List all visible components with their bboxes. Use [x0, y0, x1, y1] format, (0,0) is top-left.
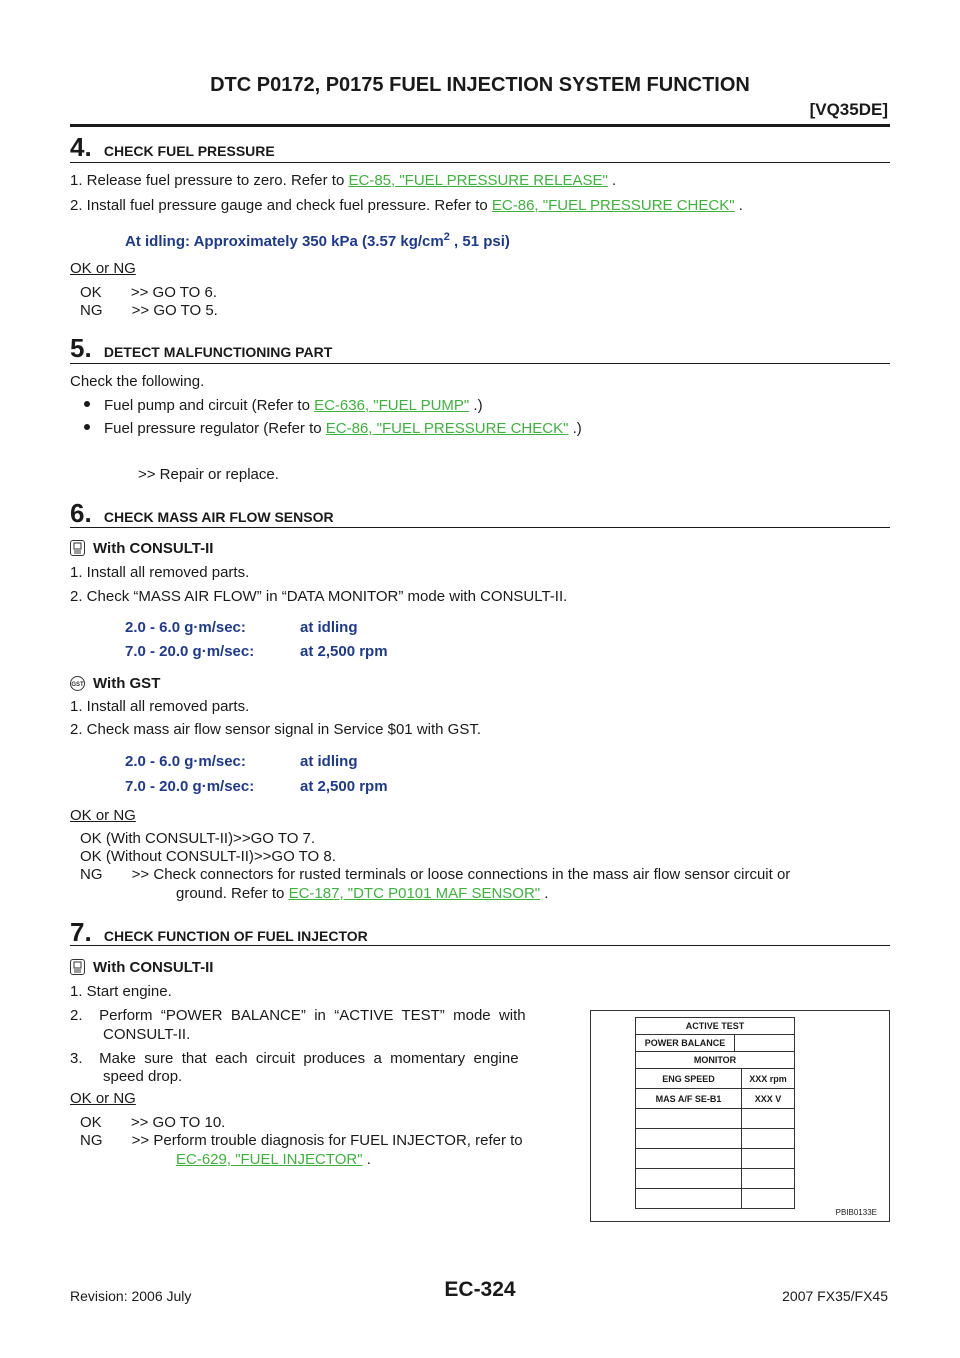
active-test-figure: [590, 1010, 890, 1222]
line-end: .: [734, 197, 743, 214]
bullet-fuel-pressure-regulator: [84, 420, 582, 437]
step-4-line-2: [70, 197, 743, 214]
figure-code: PBIB0133E: [835, 1208, 877, 1217]
consult-spec-2500-cond: at 2,500 rpm: [300, 643, 388, 660]
link-fuel-pressure-check-2[interactable]: EC-86, "FUEL PRESSURE CHECK": [325, 420, 569, 437]
fig-empty-row: [635, 1108, 742, 1129]
bullet-end: .): [469, 397, 483, 414]
link-fuel-injector[interactable]: EC-629, "FUEL INJECTOR": [176, 1151, 363, 1168]
step-rule: [70, 162, 890, 163]
gst-heading-text: With GST: [93, 675, 161, 692]
fig-active-test: ACTIVE TEST: [635, 1017, 795, 1035]
gst-spec-idle-cond: at idling: [300, 753, 358, 770]
revision-date: Revision: 2006 July: [70, 1288, 192, 1304]
consult-step-2: 2. Check “MASS AIR FLOW” in “DATA MONITOR” mode with CONSULT-II.: [70, 588, 568, 605]
gst-icon: [70, 676, 85, 691]
link-fuel-pressure-check[interactable]: EC-86, "FUEL PRESSURE CHECK": [491, 197, 735, 214]
consult-heading: [70, 540, 213, 557]
header-rule: [70, 124, 890, 127]
gst-spec-2500-cond: at 2,500 rpm: [300, 778, 388, 795]
page-title: DTC P0172, P0175 FUEL INJECTION SYSTEM FUNCTION: [210, 74, 750, 96]
step-number: 4.: [70, 132, 92, 162]
ok-with-consult: OK (With CONSULT-II)>>GO TO 7.: [80, 830, 316, 847]
step-6-heading: [70, 498, 334, 529]
link-dtc-p0101[interactable]: EC-187, "DTC P0101 MAF SENSOR": [288, 885, 541, 902]
page-number: EC-324: [444, 1278, 516, 1301]
gst-step-2: 2. Check mass air flow sensor signal in Service $01 with GST.: [70, 721, 481, 738]
ng-refer-end: .: [540, 885, 549, 902]
bullet-icon: [84, 424, 90, 430]
ng-refer-text: ground. Refer to: [176, 885, 289, 902]
step-7-heading: [70, 917, 368, 948]
step-4-heading: [70, 132, 275, 163]
bullet-text: Fuel pressure regulator (Refer to: [104, 420, 326, 437]
step-5-intro: Check the following.: [70, 373, 205, 390]
fig-monitor: MONITOR: [635, 1051, 795, 1069]
spec-sup: 2: [443, 231, 450, 243]
consult-spec-idle-cond: at idling: [300, 619, 358, 636]
fig-empty-row: [635, 1148, 742, 1169]
fig-empty-row: [741, 1188, 795, 1209]
step-rule: [70, 945, 890, 946]
consult-heading-text: With CONSULT-II: [93, 959, 214, 976]
step-title: CHECK MASS AIR FLOW SENSOR: [103, 509, 334, 525]
fig-maf-value: XXX V: [741, 1088, 795, 1109]
ok-go-to-10: OK >> GO TO 10.: [80, 1114, 226, 1131]
fig-blank-cell: [734, 1034, 795, 1052]
gst-spec-2500-value: 7.0 - 20.0 g·m/sec:: [125, 778, 255, 795]
ng-check-connectors: NG >> Check connectors for rusted terminals or loose connections in the mass air flow sensor circuit or: [80, 866, 791, 883]
step-7-1: 1. Start engine.: [70, 983, 172, 1000]
consult-spec-2500-value: 7.0 - 20.0 g·m/sec:: [125, 643, 255, 660]
bullet-icon: [84, 401, 90, 407]
ok-result: OK >> GO TO 6.: [80, 284, 217, 301]
consult-ii-icon: [70, 540, 85, 556]
fig-empty-row: [741, 1168, 795, 1189]
step-title: DETECT MALFUNCTIONING PART: [103, 344, 333, 360]
step-7-2a: 2. Perform “POWER BALANCE” in “ACTIVE TEST” mode with: [70, 1007, 526, 1024]
step-7-3b: speed drop.: [103, 1068, 183, 1085]
bullet-fuel-pump: [84, 397, 483, 414]
ok-or-ng-label: OK or NG: [70, 807, 136, 824]
engine-variant: [VQ35DE]: [809, 100, 888, 119]
line-text: 2. Install fuel pressure gauge and check fuel pressure. Refer to: [70, 197, 492, 214]
fig-power-balance: POWER BALANCE: [635, 1034, 735, 1052]
step-title: CHECK FUNCTION OF FUEL INJECTOR: [103, 928, 368, 944]
step-7-3a: 3. Make sure that each circuit produces a momentary engine: [70, 1050, 519, 1067]
ng-refer-end: .: [362, 1151, 371, 1168]
fig-maf: MAS A/F SE-B1: [635, 1088, 742, 1109]
step-number: 5.: [70, 333, 92, 363]
ng-refer-line: [176, 885, 548, 902]
fig-eng-speed-value: XXX rpm: [741, 1068, 795, 1089]
ng-refer-line: [176, 1151, 371, 1168]
spec-end: , 51 psi): [449, 233, 510, 250]
step-5-result: >> Repair or replace.: [138, 466, 279, 483]
ok-or-ng-label: OK or NG: [70, 260, 136, 277]
fig-empty-row: [635, 1188, 742, 1209]
consult-spec-idle-value: 2.0 - 6.0 g·m/sec:: [125, 619, 246, 636]
bullet-end: .): [568, 420, 582, 437]
fig-empty-row: [635, 1168, 742, 1189]
fuel-pressure-spec: [125, 231, 510, 250]
consult-heading-text: With CONSULT-II: [93, 540, 214, 557]
step-number: 6.: [70, 498, 92, 528]
fig-empty-row: [741, 1148, 795, 1169]
fig-empty-row: [741, 1108, 795, 1129]
step-5-heading: [70, 333, 332, 364]
svg-text:GST: GST: [71, 681, 84, 688]
consult-step-1: 1. Install all removed parts.: [70, 564, 250, 581]
step-number: 7.: [70, 917, 92, 947]
consult-ii-icon: [70, 959, 85, 975]
step-title: CHECK FUEL PRESSURE: [103, 143, 275, 159]
line-text: 1. Release fuel pressure to zero. Refer to: [70, 172, 349, 189]
fig-eng-speed: ENG SPEED: [635, 1068, 742, 1089]
ok-without-consult: OK (Without CONSULT-II)>>GO TO 8.: [80, 848, 336, 865]
gst-step-1: 1. Install all removed parts.: [70, 698, 250, 715]
link-fuel-pump[interactable]: EC-636, "FUEL PUMP": [314, 397, 470, 414]
line-end: .: [607, 172, 617, 189]
ok-or-ng-label: OK or NG: [70, 1090, 136, 1107]
spec-text: At idling: Approximately 350 kPa (3.57 kg/cm: [125, 233, 444, 250]
link-fuel-pressure-release[interactable]: EC-85, "FUEL PRESSURE RELEASE": [348, 172, 608, 189]
ng-fuel-injector: NG >> Perform trouble diagnosis for FUEL INJECTOR, refer to: [80, 1132, 523, 1149]
step-rule: [70, 363, 890, 364]
gst-heading: [70, 675, 160, 692]
step-7-2b: CONSULT-II.: [103, 1026, 191, 1043]
bullet-text: Fuel pump and circuit (Refer to: [104, 397, 315, 414]
consult-heading: [70, 959, 213, 976]
step-rule: [70, 527, 890, 528]
fig-empty-row: [635, 1128, 742, 1149]
gst-spec-idle-value: 2.0 - 6.0 g·m/sec:: [125, 753, 246, 770]
step-4-line-1: [70, 172, 616, 189]
vehicle-model: 2007 FX35/FX45: [782, 1288, 888, 1304]
ng-result: NG >> GO TO 5.: [80, 302, 218, 319]
fig-empty-row: [741, 1128, 795, 1149]
